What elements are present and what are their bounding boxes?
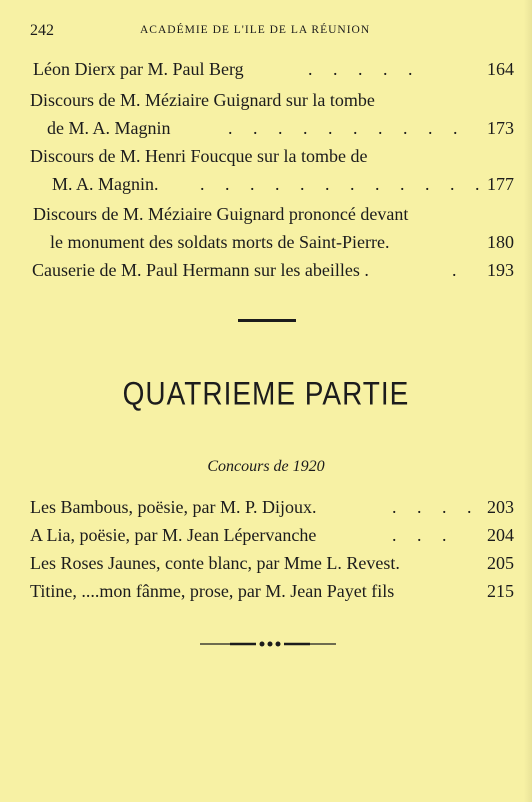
- toc-entry-title-continued: de M. A. Magnin: [47, 118, 171, 138]
- page-header: [0, 22, 532, 42]
- section-divider: [238, 319, 296, 322]
- leader-dots: .: [452, 260, 465, 280]
- running-head: ACADÉMIE DE L'ILE DE LA RÉUNION: [140, 24, 371, 36]
- toc-entry-title-continued: le monument des soldats morts de Saint-Pierre.: [50, 232, 390, 252]
- toc-entry-page: 180: [487, 232, 514, 252]
- section-subtitle: Concours de 1920: [207, 458, 325, 475]
- page-number: 242: [30, 22, 54, 39]
- toc-entry-title: Causerie de M. Paul Hermann sur les abeilles .: [32, 260, 369, 280]
- toc-entry-page: 203: [487, 497, 514, 517]
- ornament-dot: [260, 642, 265, 647]
- leader-dots: . . . . . . . . . .: [228, 118, 466, 138]
- ornament-dot: [268, 642, 273, 647]
- leader-dots: . . . . . . . . . . . .: [200, 174, 488, 194]
- toc-entry-title: Discours de M. Henri Foucque sur la tombe de: [30, 146, 368, 166]
- leader-dots: . . . .: [392, 497, 480, 517]
- toc-entry-title: Discours de M. Méziaire Guignard prononcé devant: [33, 204, 409, 224]
- toc-entry-page: 205: [487, 553, 514, 573]
- toc-entry-title: Les Bambous, poësie, par M. P. Dijoux.: [30, 497, 317, 517]
- toc-entry-title: Léon Dierx par M. Paul Berg: [33, 59, 244, 79]
- toc-entry-page: 164: [487, 59, 514, 79]
- toc-entry-title: Les Roses Jaunes, conte blanc, par Mme L. Revest.: [30, 553, 400, 573]
- toc-entry-page: 215: [487, 581, 514, 601]
- page-edge-shadow: [524, 0, 532, 802]
- end-ornament: [0, 636, 532, 652]
- toc-entry-title: A Lia, poësie, par M. Jean Lépervanche: [30, 525, 317, 545]
- toc-entry-page: 193: [487, 260, 514, 280]
- ornament-dot: [276, 642, 281, 647]
- section-title: QUATRIEME PARTIE: [122, 375, 410, 412]
- toc-entry-title: Titine, ....mon fânme, prose, par M. Jean Payet fils: [30, 581, 395, 601]
- toc-entry-page: 177: [487, 174, 514, 194]
- leader-dots: . . . . .: [308, 59, 421, 79]
- toc-entry-title: Discours de M. Méziaire Guignard sur la tombe: [30, 90, 375, 110]
- toc-entry-page: 173: [487, 118, 514, 138]
- toc-entry-title-continued: M. A. Magnin.: [52, 174, 159, 194]
- leader-dots: . . .: [392, 525, 455, 545]
- toc-entry-page: 204: [487, 525, 514, 545]
